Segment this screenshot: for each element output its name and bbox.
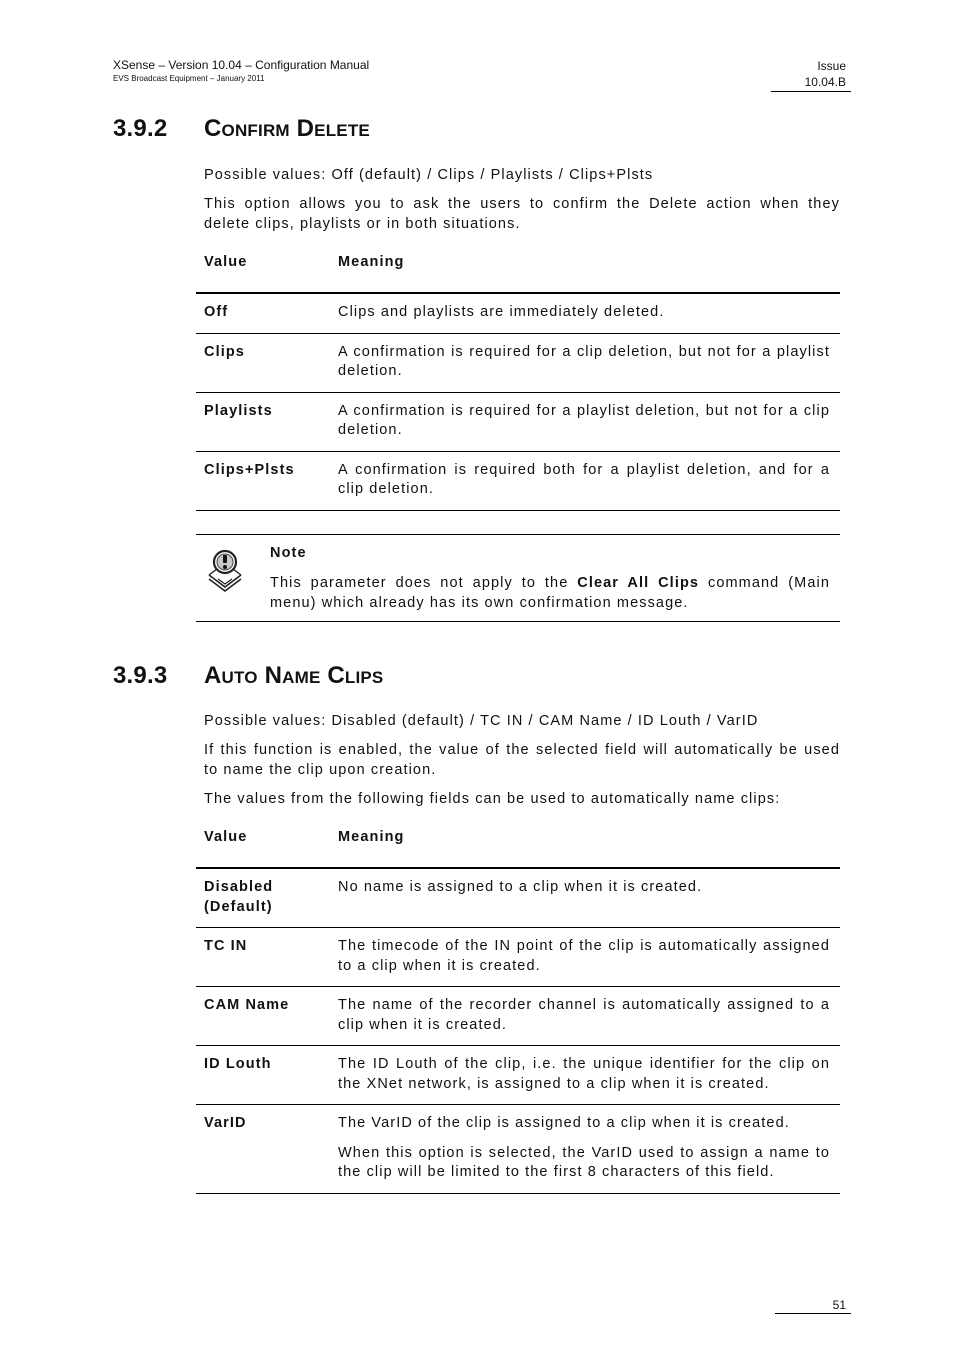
table-row <box>196 333 840 392</box>
table-row <box>196 1105 840 1194</box>
table-row <box>196 928 840 987</box>
column-header-meaning: Meaning <box>338 825 840 868</box>
row-meaning-para: The VarID of the clip is assigned to a clip when it is created. <box>338 1115 790 1131</box>
row-value: ID Louth <box>196 1046 338 1105</box>
table-row <box>196 868 840 928</box>
description-text: If this function is enabled, the value of the selected field will automatically be used to name the clip upon creation. <box>204 742 840 778</box>
note-text-end: command (Main menu) which already has its own confirmation message. <box>270 575 830 611</box>
issue-block <box>805 58 846 90</box>
row-value: VarID <box>196 1105 338 1194</box>
row-value: CAM Name <box>196 987 338 1046</box>
header-rule <box>771 91 851 92</box>
row-meaning: A confirmation is required both for a playlist deletion, and for a clip deletion. <box>338 451 840 510</box>
footer-rule <box>775 1313 851 1314</box>
row-value <box>196 868 338 928</box>
description-text: This option allows you to ask the users to confirm the Delete action when they delete clips, playlists or in both situations. <box>204 196 840 232</box>
column-header-meaning: Meaning <box>338 250 840 293</box>
confirm-delete-table <box>196 250 840 511</box>
row-value-line: Disabled <box>204 879 274 895</box>
row-meaning: The ID Louth of the clip, i.e. the unique identifier for the clip on the XNet network, is assigned to a clip when it is created. <box>338 1046 840 1105</box>
note-text <box>270 574 830 613</box>
table-row <box>196 392 840 451</box>
section-title: Confirm Delete <box>204 115 370 142</box>
row-meaning: Clips and playlists are immediately deleted. <box>338 293 840 333</box>
row-value: Clips <box>196 333 338 392</box>
row-value: TC IN <box>196 928 338 987</box>
possible-values-text: Possible values: Disabled (default) / TC IN / CAM Name / ID Louth / VarID <box>204 713 759 729</box>
issue-value: 10.04.B <box>804 75 846 89</box>
row-meaning: The timecode of the IN point of the clip is automatically assigned to a clip when it is created. <box>338 928 840 987</box>
section-number: 3.9.3 <box>113 662 168 689</box>
table-header-row <box>196 825 840 868</box>
row-value: Clips+Plsts <box>196 451 338 510</box>
section-number: 3.9.2 <box>113 115 168 142</box>
document-header <box>113 58 369 84</box>
page-number: 51 <box>832 1298 846 1312</box>
row-meaning: No name is assigned to a clip when it is created. <box>338 868 840 928</box>
section-heading-auto-name-clips <box>113 662 383 690</box>
section-heading-confirm-delete <box>113 115 370 143</box>
row-meaning: The name of the recorder channel is automatically assigned to a clip when it is created. <box>338 987 840 1046</box>
table-row <box>196 1046 840 1105</box>
manual-title: XSense – Version 10.04 – Configuration Manual <box>113 58 370 72</box>
auto-name-clips-table <box>196 825 840 1194</box>
column-header-value: Value <box>196 825 338 868</box>
column-header-value: Value <box>196 250 338 293</box>
table-header-row <box>196 250 840 293</box>
note-text-start: This parameter does not apply to the <box>270 575 578 591</box>
row-meaning <box>338 1105 840 1194</box>
table-row <box>196 451 840 510</box>
warning-note-icon <box>206 547 244 593</box>
row-value: Playlists <box>196 392 338 451</box>
section-title: Auto Name Clips <box>204 662 384 689</box>
table-row <box>196 987 840 1046</box>
row-value: Off <box>196 293 338 333</box>
possible-values-text: Possible values: Off (default) / Clips / Playlists / Clips+Plsts <box>204 167 654 183</box>
row-value-line: (Default) <box>204 898 273 915</box>
row-meaning: A confirmation is required for a clip deletion, but not for a playlist deletion. <box>338 333 840 392</box>
issue-label: Issue <box>817 59 846 73</box>
note-command-name: Clear All Clips <box>577 575 700 591</box>
row-meaning: A confirmation is required for a playlist deletion, but not for a clip deletion. <box>338 392 840 451</box>
table-row <box>196 293 840 333</box>
note-title: Note <box>270 545 307 561</box>
intro-text: The values from the following fields can be used to automatically name clips: <box>204 791 781 807</box>
row-meaning-para: When this option is selected, the VarID used to assign a name to the clip will be limited to the first 8 characters of this field. <box>338 1144 830 1180</box>
manual-subtitle: EVS Broadcast Equipment – January 2011 <box>113 74 265 83</box>
note-box <box>196 534 840 622</box>
